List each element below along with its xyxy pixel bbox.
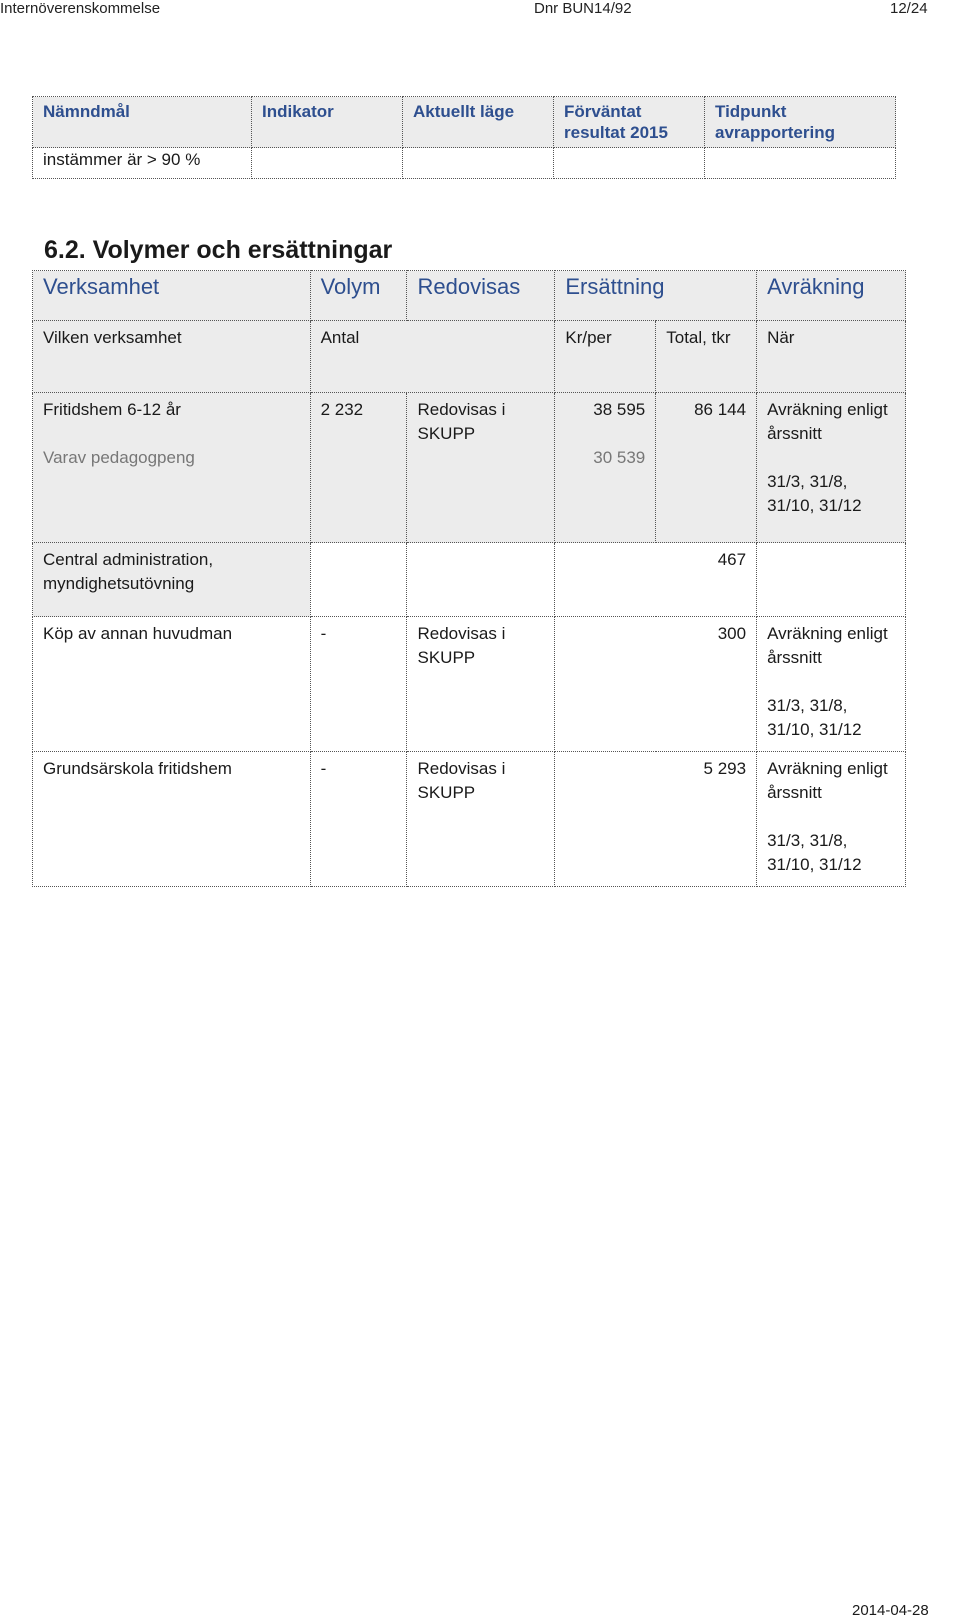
kr-per-value: 38 595 xyxy=(593,400,646,419)
total-value: 300 xyxy=(555,617,757,752)
subheader-nar: När xyxy=(757,321,906,393)
volym-value: 2 232 xyxy=(310,393,407,543)
redovisas-value: Redovisas i SKUPP xyxy=(407,752,555,887)
redovisas-value xyxy=(407,543,555,617)
header-redovisas: Redovisas xyxy=(407,271,555,321)
footer-date: 2014-04-28 xyxy=(852,1602,929,1619)
document-number: Dnr BUN14/92 xyxy=(534,0,632,17)
avrakning-dates: 31/3, 31/8, 31/10, 31/12 xyxy=(767,472,862,515)
expected-result-cell xyxy=(554,148,705,179)
verksamhet-name: Fritidshem 6-12 år xyxy=(43,400,181,419)
subheader-antal: Antal xyxy=(310,321,555,393)
volym-value: - xyxy=(310,752,407,887)
volym-value xyxy=(310,543,407,617)
avrakning-method: Avräkning enligt årssnitt xyxy=(767,624,888,667)
indicator-cell xyxy=(252,148,403,179)
kr-per-subvalue: 30 539 xyxy=(593,448,646,467)
header-avrakning: Avräkning xyxy=(757,271,906,321)
table-row xyxy=(33,617,906,752)
current-status-cell xyxy=(403,148,554,179)
header-indikator: Indikator xyxy=(252,97,403,148)
subheader-kr-per: Kr/per xyxy=(555,321,656,393)
page-number: 12/24 xyxy=(890,0,928,17)
table-row xyxy=(33,752,906,887)
verksamhet-name: Köp av annan huvudman xyxy=(33,617,311,752)
subheader-verksamhet: Vilken verksamhet xyxy=(33,321,311,393)
header-ersattning: Ersättning xyxy=(555,271,757,321)
table-row xyxy=(33,393,906,543)
goals-table xyxy=(32,96,896,179)
avrakning-method: Avräkning enligt årssnitt xyxy=(767,400,888,443)
verksamhet-name: Central administration, myndighetsutövning xyxy=(33,543,311,617)
header-volym: Volym xyxy=(310,271,407,321)
avrakning-dates: 31/3, 31/8, 31/10, 31/12 xyxy=(767,696,862,739)
avrakning-method xyxy=(757,543,906,617)
table-row xyxy=(33,543,906,617)
goal-cell: instämmer är > 90 % xyxy=(33,148,252,179)
avrakning-method: Avräkning enligt årssnitt xyxy=(767,759,888,802)
verksamhet-subitem: Varav pedagogpeng xyxy=(43,448,195,467)
avrakning-dates: 31/3, 31/8, 31/10, 31/12 xyxy=(767,831,862,874)
volym-value: - xyxy=(310,617,407,752)
total-value: 86 144 xyxy=(656,393,757,543)
redovisas-value: Redovisas i SKUPP xyxy=(407,617,555,752)
volumes-table xyxy=(32,270,906,887)
report-time-cell xyxy=(705,148,896,179)
subheader-total: Total, tkr xyxy=(656,321,757,393)
header-aktuellt-lage: Aktuellt läge xyxy=(403,97,554,148)
header-namndmal: Nämndmål xyxy=(33,97,252,148)
header-tidpunkt: Tidpunkt avrapportering xyxy=(705,97,896,148)
header-verksamhet: Verksamhet xyxy=(33,271,311,321)
total-value: 467 xyxy=(555,543,757,617)
redovisas-value: Redovisas i SKUPP xyxy=(407,393,555,543)
section-title: 6.2. Volymer och ersättningar xyxy=(44,236,393,264)
header-forvantat-resultat: Förväntat resultat 2015 xyxy=(554,97,705,148)
verksamhet-name: Grundsärskola fritidshem xyxy=(33,752,311,887)
total-value: 5 293 xyxy=(555,752,757,887)
document-title: Internöverenskommelse xyxy=(0,0,161,17)
